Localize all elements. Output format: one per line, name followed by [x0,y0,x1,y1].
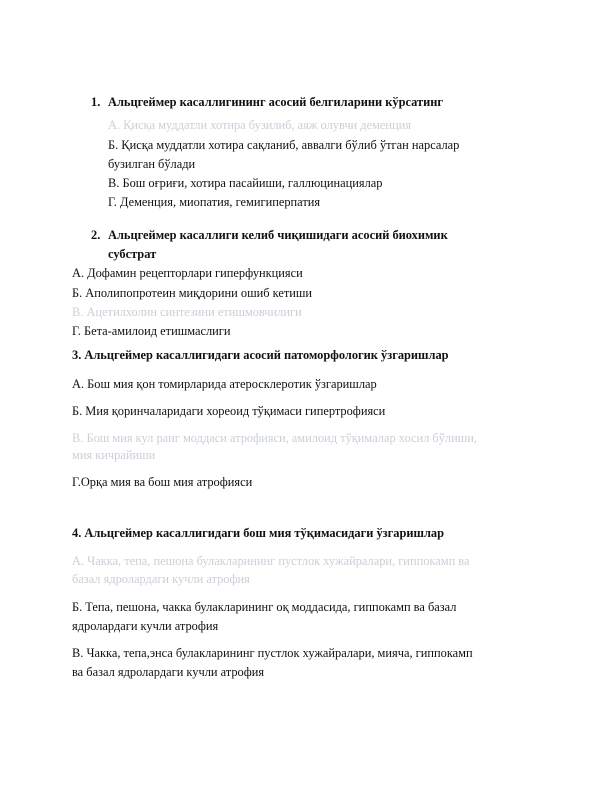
q1-option-b: Б. Қисқа муддатли хотира сақланиб, аввалги бўлиб ўтган нарсалар [108,138,460,152]
q2-option-a: А. Дофамин рецепторлари гиперфункцияси [72,266,303,280]
q4-option-b: Б. Тепа, пешона, чакка булакларининг оқ моддасида, гиппокамп ва базал [72,600,457,614]
q4-option-a-cont: базал ядролардаги кучли атрофия [72,572,250,586]
q4-option-v: В. Чакка, тепа,энса булакларининг пустлок хужайралари, мияча, гиппокамп [72,646,473,660]
q2-title-line2: субстрат [108,247,157,261]
q3-option-g: Г.Орқа мия ва бош мия атрофияси [72,475,253,489]
q2-option-b: Б. Аполипопротеин миқдорини ошиб кетиши [72,286,313,300]
q1-number: 1. [91,95,101,109]
q4-option-v-cont: ва базал ядролардаги кучли атрофия [72,665,265,679]
q3-title: 3. Альцгеймер касаллигидаги асосий патоморфологик ўзгаришлар [72,348,449,362]
q2-option-v: В. Ацетилхолин синтезини етишмовчилиги [72,305,302,319]
q1-option-g: Г. Деменция, миопатия, гемигиперпатия [108,195,321,209]
q1-option-a: А. Қисқа муддатли хотира бузилиб, аяж олувчи деменция [108,118,412,132]
q3-option-b: Б. Мия қоринчаларидаги хореоид тўқимаси гипертрофияси [72,404,386,418]
q4-option-a: А. Чакка, тепа, пешона булакларининг пустлок хужайралари, гиппокамп ва [72,554,470,568]
q3-option-a: А. Бош мия қон томирларида атеросклеротик ўзгаришлар [72,377,377,391]
q3-option-v: В. Бош мия кул ранг моддаси атрофияси, амилоид тўқималар хосил бўлиши, [72,431,477,445]
q2-number: 2. [91,228,101,242]
q2-option-g: Г. Бета-амилоид етишмаслиги [72,324,231,338]
q4-title: 4. Альцгеймер касаллигидаги бош мия тўқимасидаги ўзгаришлар [72,526,445,540]
q1-title: Альцгеймер касаллигининг асосий белгиларини кўрсатинг [108,95,443,109]
q3-option-v-cont: мия кичрайиши [72,448,156,462]
q1-option-v: В. Бош оғриғи, хотира пасайиши, галлюцинациялар [108,176,383,190]
q4-option-b-cont: ядролардаги кучли атрофия [72,619,219,633]
q1-option-b-cont: бузилган бўлади [108,157,196,171]
q2-title-line1: Альцгеймер касаллиги келиб чиқишидаги асосий биохимик [108,228,448,242]
